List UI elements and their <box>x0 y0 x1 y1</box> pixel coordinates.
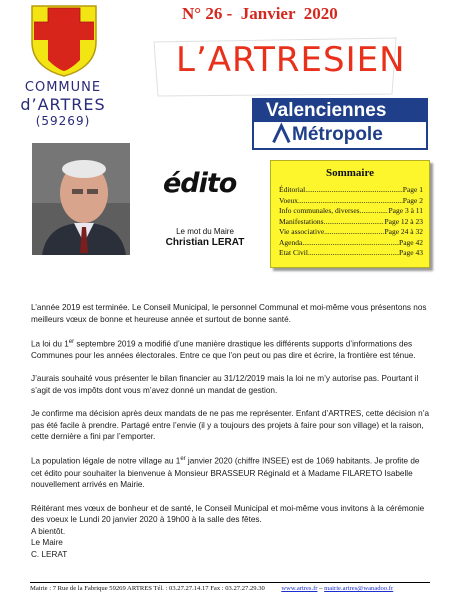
toc-item-page: Page 24 à 32 <box>384 227 423 236</box>
footer-address: Mairie : 7 Rue de la Fabrique 59269 ARTRES Tél. : 03.27.27.14.17 Fax : 03.27.27.29.30 <box>30 585 265 592</box>
toc-item-page: Page 3 à 11 <box>388 206 423 215</box>
toc-item-label: Éditorial <box>279 185 306 194</box>
paragraph: L’année 2019 est terminée. Le Conseil Municipal, le personnel Communal et moi-même vous présentons nos meilleurs vœux de bonne et heureuse année et surtout de bonne santé. <box>31 303 427 324</box>
closing-line: A bientôt. <box>31 526 66 536</box>
signature-line: C. LERAT <box>31 549 68 559</box>
mayor-photo <box>32 143 130 255</box>
toc-item <box>271 227 429 238</box>
toc-item-label: Etat Civil <box>279 248 308 257</box>
toc-item-label: Info communales, diverses <box>279 206 360 215</box>
toc-item <box>271 238 429 249</box>
commune-name: d’ARTRES <box>20 95 106 114</box>
toc-item-page: Page 42 <box>399 237 423 247</box>
paragraph: La population légale de notre village au 1er janvier 2020 (chiffre INSEE) est de 1069 habitants. Je profite de cet édito pour souhaiter la bienvenue à Monsieur BRASSEUR Réginald et à Madame FILARETO Isabelle nouvellement arrivés en Mairie. <box>31 456 420 490</box>
toc-item-page: Page 12 à 23 <box>384 216 423 226</box>
vm-logo-line1: Valenciennes <box>266 100 387 121</box>
valenciennes-metropole-logo <box>252 98 428 150</box>
toc-leader <box>360 206 389 217</box>
commune-label: COMMUNE <box>24 80 102 95</box>
vm-logo-line2: Métropole <box>292 124 383 145</box>
toc-item <box>271 248 429 259</box>
toc-item-label: Voeux <box>279 195 299 205</box>
toc-item-label: Vie associative <box>279 227 325 236</box>
toc-item <box>271 206 429 217</box>
toc-leader <box>324 227 384 238</box>
footer <box>30 585 430 592</box>
commune-postcode: (59269) <box>35 114 91 128</box>
toc-item-page: Page 1 <box>402 185 423 194</box>
toc-item <box>271 196 429 207</box>
paragraph: Réitérant mes vœux de bonheur et de santé, le Conseil Municipal et moi-même vous invitons à la cérémonie des voeux le Lundi 20 janvier 2020 à 19h00 à la salle des fêtes. <box>31 503 425 525</box>
commune-block <box>10 80 116 128</box>
footer-divider <box>30 582 430 583</box>
footer-separator: – <box>319 585 323 592</box>
toc-leader <box>298 196 403 207</box>
mayor-name: Christian LERAT <box>165 237 245 248</box>
paragraph: Je confirme ma décision après deux mandats de ne pas me représenter. Enfant d’ARTRES, cette décision n’a pas été facile à prendre. Partagé entre l’envie (il y a toujours des projets à faire pour son village) et la raison, cette dernière a fini par l’emporter. <box>31 409 430 442</box>
newsletter-title: L’ARTRESIEN <box>176 40 406 80</box>
toc-leader <box>305 185 403 196</box>
editorial-body <box>31 302 431 561</box>
toc-title: Sommaire <box>325 167 375 179</box>
edito-heading: édito <box>163 168 237 199</box>
toc-item <box>271 185 429 196</box>
toc-item-label: Agenda <box>279 237 303 247</box>
table-of-contents <box>270 160 430 268</box>
paragraph: J’aurais souhaité vous présenter le bilan financier au 31/12/2019 mais la loi ne m’y autorise pas. Pourtant il s’agit de vos impôts dont vous m’avez donné un mandat de gestion. <box>31 374 419 395</box>
toc-item-page: Page 43 <box>399 248 423 257</box>
edito-caption: Le mot du Maire <box>176 227 234 236</box>
commune-crest-logo <box>30 4 98 78</box>
toc-leader <box>302 238 399 249</box>
email-link[interactable]: mairie.artres@wanadoo.fr <box>324 585 394 592</box>
toc-leader <box>308 248 399 259</box>
website-link[interactable]: www.artres.fr <box>281 585 318 592</box>
toc-item-page: Page 2 <box>402 195 423 205</box>
closing-line: Le Maire <box>31 538 63 548</box>
toc-item <box>271 217 429 228</box>
toc-item-label: Manifestations <box>279 216 324 226</box>
paragraph: La loi du 1er septembre 2019 a modifié d’une manière drastique les différents supports d’informations des Communes pour les années électorales. Entre ce que l’on peut ou pas dire et écrire, la frontière est ténue. <box>31 338 416 361</box>
issue-number: N° 26 - Janvier 2020 <box>182 4 338 23</box>
toc-leader <box>324 217 385 228</box>
